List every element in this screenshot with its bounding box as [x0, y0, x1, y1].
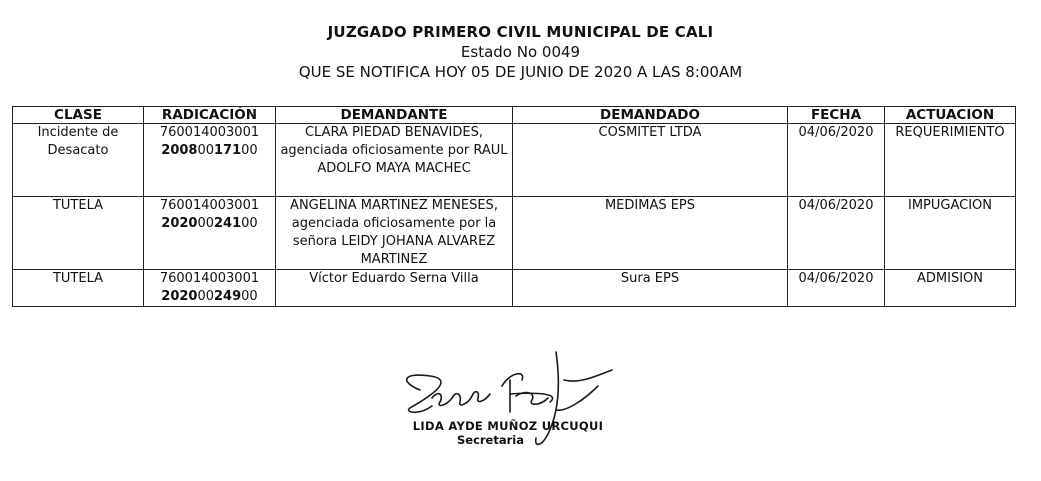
estado-number: Estado No 0049 — [460, 43, 581, 61]
cell-clase: TUTELA — [13, 197, 144, 270]
cell-radicacion — [144, 124, 276, 197]
radicacion-year: 2020 — [161, 216, 198, 231]
radicacion-suffix: 00 — [241, 216, 258, 231]
table-row — [13, 124, 1016, 197]
notification-date: QUE SE NOTIFICA HOY 05 DE JUNIO DE 2020 A LAS 8:00AM — [298, 63, 743, 81]
radicacion-year: 2020 — [161, 289, 198, 304]
radicacion-mid: 00 — [197, 216, 215, 231]
cell-demandante: Víctor Eduardo Serna Villa — [276, 270, 513, 307]
cell-demandado: Sura EPS — [513, 270, 788, 307]
column-header-fecha: FECHA — [788, 107, 885, 124]
column-header-clase: CLASE — [13, 107, 144, 124]
cell-radicacion — [144, 270, 276, 307]
document-header — [0, 22, 1041, 82]
radicacion-number: 171 — [214, 143, 242, 158]
handwritten-signature — [360, 350, 660, 470]
table-row — [13, 270, 1016, 307]
signatory-role: Secretaria — [456, 433, 524, 447]
signature-block — [360, 350, 660, 470]
radicacion-year: 2008 — [161, 143, 198, 158]
cell-actuacion: ADMISION — [885, 270, 1016, 307]
estado-table — [12, 106, 1016, 307]
cell-clase: Incidente de Desacato — [13, 124, 144, 197]
column-header-radicacion: RADICACIÓN — [144, 107, 276, 124]
radicacion-mid: 00 — [197, 289, 215, 304]
table-header-row — [13, 107, 1016, 124]
column-header-demandante: DEMANDANTE — [276, 107, 513, 124]
column-header-actuacion: ACTUACION — [885, 107, 1016, 124]
cell-actuacion: IMPUGACION — [885, 197, 1016, 270]
cell-radicacion — [144, 197, 276, 270]
signatory-name: LIDA AYDE MUÑOZ URCUQUI — [412, 419, 604, 433]
cell-demandante: ANGELINA MARTINEZ MENESES, agenciada oficiosamente por la señora LEIDY JOHANA ALVAREZ MARTINEZ — [276, 197, 513, 270]
table-row — [13, 197, 1016, 270]
cell-actuacion: REQUERIMIENTO — [885, 124, 1016, 197]
cell-clase: TUTELA — [13, 270, 144, 307]
radicacion-suffix: 00 — [241, 289, 258, 304]
radicacion-prefix: 760014003001 — [159, 271, 260, 286]
cell-demandado: MEDIMAS EPS — [513, 197, 788, 270]
cell-fecha: 04/06/2020 — [788, 270, 885, 307]
court-name: JUZGADO PRIMERO CIVIL MUNICIPAL DE CALI — [327, 23, 714, 41]
cell-fecha: 04/06/2020 — [788, 124, 885, 197]
radicacion-prefix: 760014003001 — [159, 125, 260, 140]
cell-demandado: COSMITET LTDA — [513, 124, 788, 197]
radicacion-suffix: 00 — [241, 143, 258, 158]
radicacion-prefix: 760014003001 — [159, 198, 260, 213]
radicacion-number: 249 — [214, 289, 242, 304]
column-header-demandado: DEMANDADO — [513, 107, 788, 124]
cell-fecha: 04/06/2020 — [788, 197, 885, 270]
radicacion-number: 241 — [214, 216, 242, 231]
cell-demandante: CLARA PIEDAD BENAVIDES, agenciada oficiosamente por RAUL ADOLFO MAYA MACHEC — [276, 124, 513, 197]
radicacion-mid: 00 — [197, 143, 215, 158]
